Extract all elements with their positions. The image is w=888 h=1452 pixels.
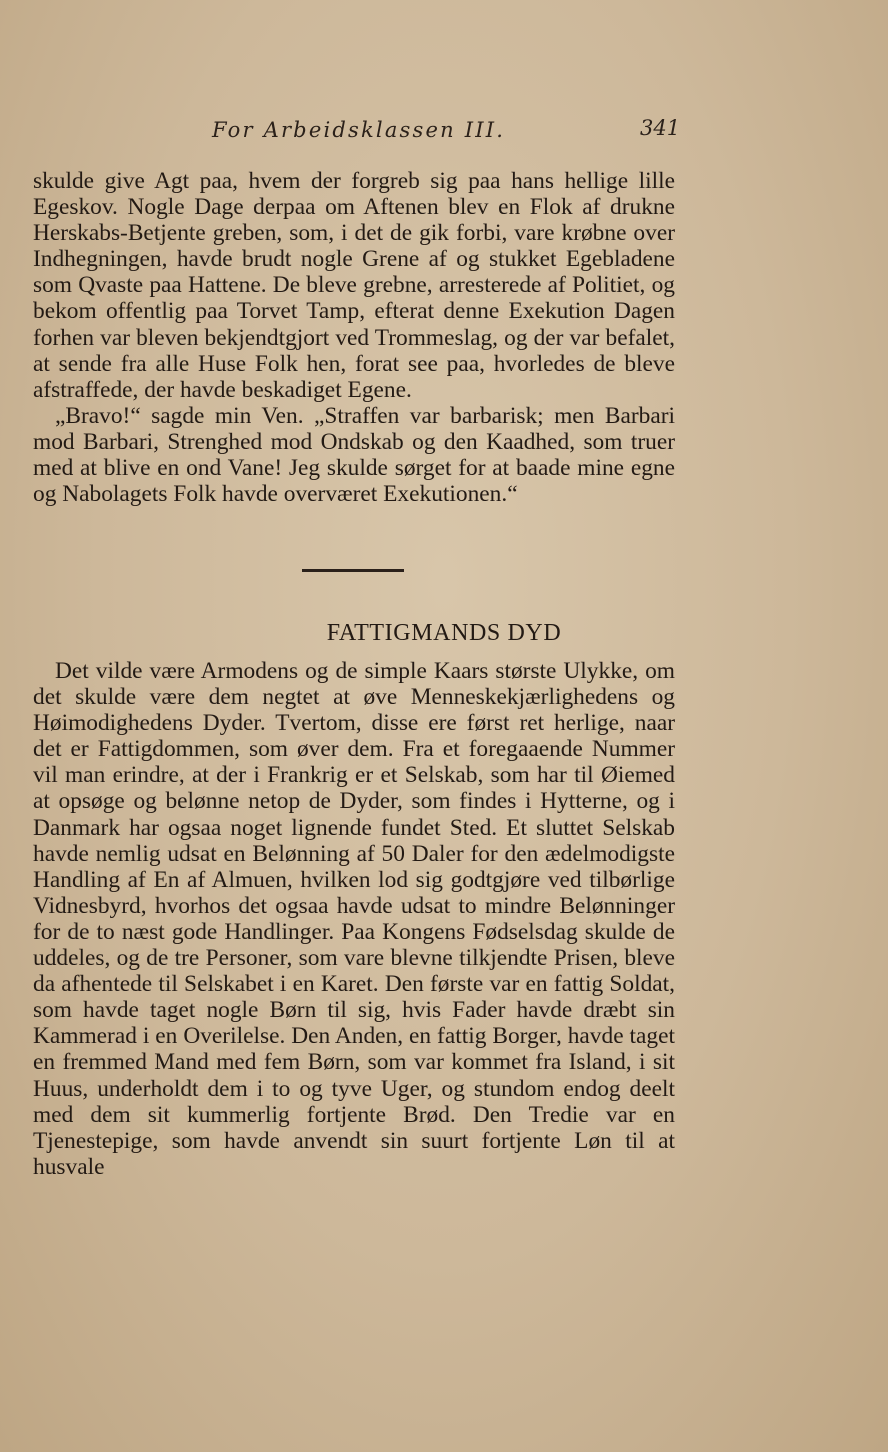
- continued-text: [33, 168, 675, 507]
- body-paragraph: „Bravo!“ sagde min Ven. „Straffen var barbarisk; men Barbari mod Barbari, Strenghed mod Ondskab og den Kaadhed, som truer med at blive en ond Vane! Jeg skulde sørget for at baade mine egne og Nabolagets Folk havde overværet Exekutionen.“: [33, 402, 675, 508]
- section-heading: FATTIGMANDS DYD: [326, 620, 562, 646]
- body-paragraph: Det vilde være Armodens og de simple Kaars største Ulykke, om det skulde være dem negtet at øve Menneskekjærlighedens og Høimodighedens Dyder. Tvertom, disse ere først ret herlige, naar det er Fattigdommen, som øver dem. Fra et foregaaende Nummer vil man erindre, at der i Frankrig er et Selskab, som har til Øiemed at opsøge og belønne netop de Dyder, som findes i Hytterne, og i Danmark har ogsaa noget lignende fundet Sted. Et sluttet Selskab havde nemlig udsat en Belønning af 50 Daler for den ædelmodigste Handling af En af Almuen, hvilken lod sig godtgjøre ved tilbørlige Vidnesbyrd, hvorhos det ogsaa havde udsat to mindre Belønninger for de to næst gode Handlinger. Paa Kongens Fødselsdag skulde de uddeles, og de tre Personer, som vare blevne tilkjendte Prisen, bleve da afhentede til Selskabet i en Karet. Den første var en fattig Soldat, som havde taget nogle Børn til sig, hvis Fader havde dræbt sin Kammerad i en Overilelse. Den Anden, en fattig Borger, havde taget en fremmed Mand med fem Børn, som var kommet fra Island, i sit Huus, underholdt dem i to og tyve Uger, og stundom endog deelt med dem sit kummerlig fortjente Brød. Den Tredie var en Tjenestepige, som havde anvendt sin suurt fortjente Løn til at husvale: [33, 658, 675, 1180]
- page-header: [0, 112, 888, 152]
- body-paragraph: skulde give Agt paa, hvem der forgreb sig paa hans hellige lille Egeskov. Nogle Dage derpaa om Aftenen blev en Flok af drukne Herskabs-Betjente greben, som, i det de gik forbi, vare krøbne over Indhegningen, havde brudt nogle Grene af og stukket Egebladene som Qvaste paa Hattene. De bleve grebne, arresterede af Politiet, og bekom offentlig paa Torvet Tamp, efterat denne Exekution Dagen forhen var bleven bekjendtgjort ved Trommeslag, og der var befalet, at sende fra alle Huse Folk hen, forat see paa, hvorledes de bleve afstraffede, der havde beskadiget Egene.: [33, 168, 675, 403]
- section-divider: [302, 569, 404, 572]
- section-text: [33, 658, 675, 1180]
- page-number: 341: [640, 116, 681, 140]
- running-title: For Arbeidsklassen III.: [212, 118, 506, 142]
